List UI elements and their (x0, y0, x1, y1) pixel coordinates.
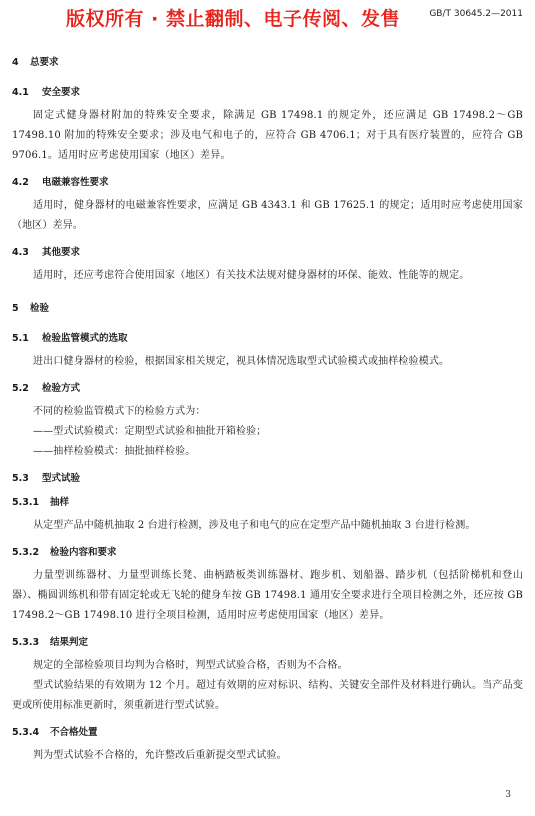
section-title: 结果判定 (50, 637, 89, 648)
list-item: ——型式试验模式：定期型式试验和抽批开箱检验； (33, 426, 267, 437)
section-title: 不合格处置 (50, 727, 98, 738)
section-heading-5-3-4 (12, 726, 523, 740)
section-title: 检验 (30, 303, 50, 314)
section-number: 5.2 (12, 383, 29, 394)
paragraph: 力量型训练器材、力量型训练长凳、曲柄踏板类训练器材、跑步机、划船器、踏步机（包括阶梯机和登山器）、椭圆训练机和带有固定轮或无飞轮的健身车按 GB 17498.1 通用安全要求进行全项目检测之外，还应按 GB 17498.2～GB 17498.10 进行全项目检测，适用时应考虑使用国家（地区）差异。 (12, 570, 523, 621)
section-heading-4-2 (12, 176, 523, 190)
section-number: 5.3 (12, 473, 29, 484)
section-title: 型式试验 (42, 473, 81, 484)
section-title: 抽样 (50, 497, 70, 508)
section-heading-4-1 (12, 86, 523, 100)
paragraph: 从定型产品中随机抽取 2 台进行检测，涉及电子和电气的应在定型产品中随机抽取 3 台进行检测。 (33, 520, 476, 531)
section-number: 5.3.1 (12, 497, 40, 508)
section-title: 其他要求 (42, 247, 81, 258)
section-title: 检验方式 (42, 383, 81, 394)
section-number: 5.3.3 (12, 637, 40, 648)
section-heading-5-3-1 (12, 496, 523, 510)
section-heading-5-3-3 (12, 636, 523, 650)
section-heading-5 (12, 302, 523, 316)
paragraph: 固定式健身器材附加的特殊安全要求，除满足 GB 17498.1 的规定外，还应满足 GB 17498.2～GB 17498.10 附加的特殊安全要求；涉及电气和电子的，应符合 GB 4706.1；对于具有医疗装置的，应符合 GB 9706.1。适用时应考虑使用国家（地区）差异。 (12, 110, 523, 161)
section-number: 4 (12, 57, 19, 68)
section-title: 安全要求 (42, 87, 81, 98)
section-title: 检验内容和要求 (50, 547, 117, 558)
section-number: 4.2 (12, 177, 29, 188)
page-number: 3 (505, 790, 511, 800)
section-title: 电磁兼容性要求 (42, 177, 109, 188)
paragraph: 型式试验结果的有效期为 12 个月。超过有效期的应对标识、结构、关键安全部件及材料进行确认。当产品变更或所使用标准更新时，须重新进行型式试验。 (12, 680, 523, 711)
section-number: 5.3.4 (12, 727, 40, 738)
section-title: 检验监管模式的选取 (42, 333, 128, 344)
section-heading-4 (12, 56, 523, 70)
section-number: 5.3.2 (12, 547, 40, 558)
section-heading-5-1 (12, 332, 523, 346)
paragraph: 适用时，健身器材的电磁兼容性要求，应满足 GB 4343.1 和 GB 17625.1 的规定；适用时应考虑使用国家（地区）差异。 (12, 200, 523, 231)
section-heading-4-3 (12, 246, 523, 260)
section-number: 4.1 (12, 87, 29, 98)
section-heading-5-2 (12, 382, 523, 396)
paragraph: 规定的全部检验项目均判为合格时，判型式试验合格，否则为不合格。 (33, 660, 348, 671)
paragraph: 进出口健身器材的检验，根据国家相关规定，视具体情况选取型式试验模式或抽样检验模式。 (33, 356, 450, 367)
section-heading-5-3-2 (12, 546, 523, 560)
paragraph: 适用时，还应考虑符合使用国家（地区）有关技术法规对健身器材的环保、能效、性能等的规定。 (33, 270, 470, 281)
section-heading-5-3 (12, 472, 523, 486)
document-body (12, 56, 523, 766)
list-item: ——抽样检验模式：抽批抽样检验。 (33, 446, 196, 457)
section-number: 5 (12, 303, 19, 314)
paragraph: 判为型式试验不合格的，允许整改后重新提交型式试验。 (33, 750, 287, 761)
standard-number: GB/T 30645.2—2011 (429, 9, 523, 19)
section-number: 4.3 (12, 247, 29, 258)
paragraph: 不同的检验监管模式下的检验方式为： (33, 406, 206, 417)
copyright-watermark: 版权所有 · 禁止翻制、电子传阅、发售 (66, 8, 400, 30)
section-number: 5.1 (12, 333, 29, 344)
section-title: 总要求 (30, 57, 59, 68)
